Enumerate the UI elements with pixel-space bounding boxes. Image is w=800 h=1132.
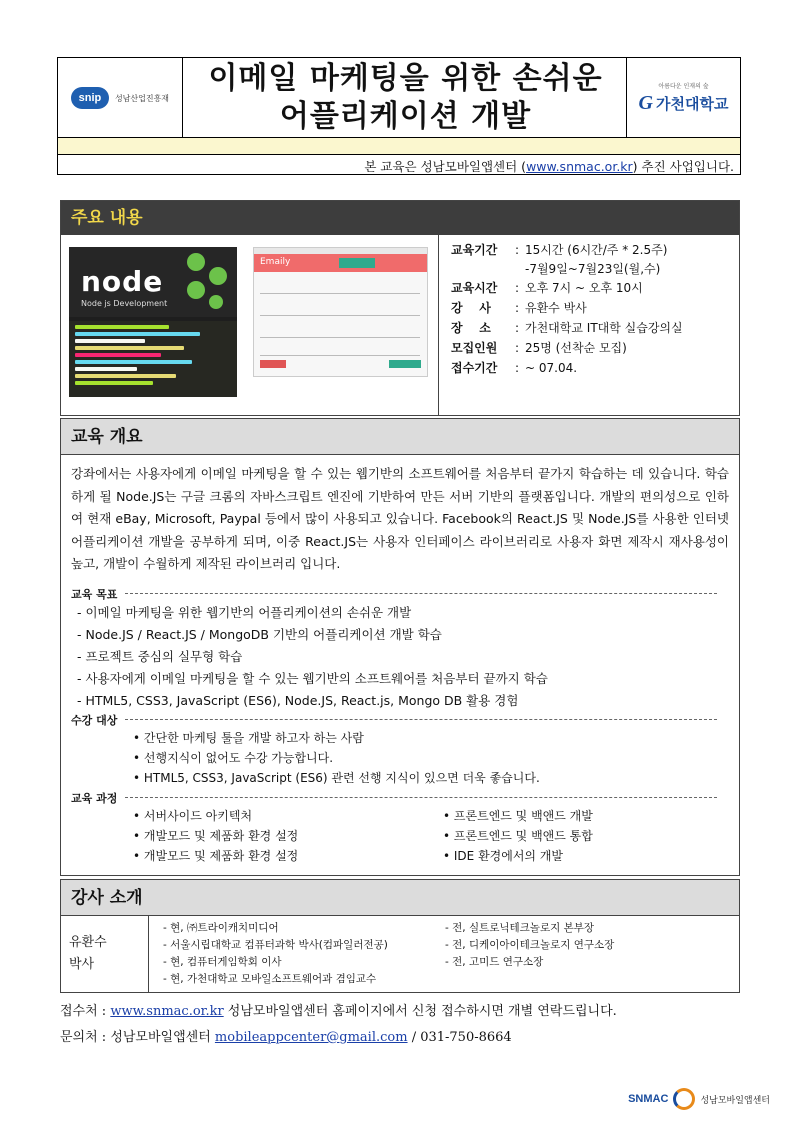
emaily-app-screenshot bbox=[253, 247, 428, 377]
target-item: • 간단한 마케팅 툴을 개발 하고자 하는 사람 bbox=[133, 730, 364, 745]
course-item: • 개발모드 및 제품화 환경 설정 bbox=[133, 848, 299, 863]
gachon-tagline: 아름다운 인재의 숲 bbox=[658, 83, 709, 90]
info-instructor: 강 사 : 유환수 박사 bbox=[451, 301, 587, 315]
snip-logo bbox=[58, 58, 183, 138]
main-images bbox=[61, 235, 439, 415]
career-item: - 현, 컴퓨터게임학회 이사 bbox=[163, 956, 282, 968]
course-item: • 서버사이드 아키텍처 bbox=[133, 808, 253, 823]
career-item: - 서울시립대학교 컴퓨터과학 박사(컴파일러전공) bbox=[163, 939, 388, 951]
hex-icon bbox=[187, 253, 205, 271]
goal-item: - 이메일 마케팅을 위한 웹기반의 어플리케이션의 손쉬운 개발 bbox=[77, 604, 412, 620]
info-registration: 접수기간 : ~ 07.04. bbox=[451, 361, 578, 375]
course-list bbox=[71, 806, 729, 866]
snip-logo-mark: snip bbox=[71, 87, 109, 109]
instructor-section bbox=[60, 879, 740, 993]
node-logo-sub: Node js Development bbox=[81, 299, 168, 308]
header-top bbox=[58, 58, 740, 138]
course-item: • 프론트엔드 및 백앤드 통합 bbox=[443, 828, 593, 843]
title-line-1: 이메일 마케팅을 위한 손쉬운 bbox=[208, 61, 603, 96]
course-item: • 개발모드 및 제품화 환경 설정 bbox=[133, 828, 299, 843]
title-line-2: 어플리케이션 개발 bbox=[279, 99, 532, 134]
header-note bbox=[364, 157, 734, 175]
instructor-name: 유환수 박사 bbox=[61, 916, 149, 992]
info-location: 장 소 : 가천대학교 IT대학 실습강의실 bbox=[451, 321, 683, 335]
overview-section bbox=[60, 418, 740, 876]
header-box bbox=[57, 57, 741, 175]
instructor-section-title: 강사 소개 bbox=[61, 880, 739, 916]
app-brand: Emaily bbox=[260, 257, 291, 267]
info-period-dates: -7월9일~7월23일(월,수) bbox=[525, 262, 661, 276]
snmac-ring-icon bbox=[673, 1088, 695, 1110]
snmac-logo-name: 성남모바일앱센터 bbox=[700, 1095, 770, 1106]
apply-info: 접수처 : www.snmac.or.kr 성남모바일앱센터 홈페이지에서 신청 접수하시면 개별 연락드립니다. bbox=[60, 1004, 617, 1019]
career-item: - 전, 디케이아이테크놀로지 연구소장 bbox=[445, 939, 615, 951]
goal-item: - HTML5, CSS3, JavaScript (ES6), Node.JS, React.js, Mongo DB 활용 경험 bbox=[77, 692, 519, 708]
target-item: • HTML5, CSS3, JavaScript (ES6) 관련 선행 지식이 있으면 더욱 좋습니다. bbox=[133, 770, 540, 785]
info-period: 교육기간 : 15시간 (6시간/주 * 2.5주) bbox=[451, 243, 668, 257]
overview-paragraph: 강좌에서는 사용자에게 이메일 마케팅을 할 수 있는 웹기반의 소프트웨어를 처음부터 끝가지 학습하는 데 있습니다. 학습하게 될 Node.JS는 구글 크롬의 자바스크립트 엔진에 기반하여 만든 서버 기반의 플랫폼입니다. 개발의 편의성으로 인하여 현재 eBay, Microsoft, Paypal 등에서 많이 사용되고 있습니다. Facebook의 React.JS 및 Node.JS를 사용한 인터넷 어플리케이션 개발을 공부하게 되며, 이중 React.JS는 사용자 인터페이스 라이브러리로 사용자 화면 제작시 재사용성이 높고, 개발이 수월하게 제작된 라이브러리 입니다. bbox=[71, 466, 729, 571]
nodejs-image bbox=[69, 247, 237, 397]
info-capacity: 모집인원 : 25명 (선착순 모집) bbox=[451, 341, 627, 355]
career-item: - 현, 가천대학교 모바일소프트웨어과 겸임교수 bbox=[163, 973, 377, 985]
node-logo-word: node bbox=[81, 265, 164, 298]
contact-email-link[interactable]: mobileappcenter@gmail.com bbox=[214, 1030, 408, 1045]
main-section bbox=[60, 200, 740, 416]
header-note-suffix: ) 추진 사업입니다. bbox=[632, 159, 734, 174]
page-title bbox=[183, 58, 628, 138]
course-heading: 교육 과정 bbox=[71, 790, 729, 806]
info-time: 교육시간 : 오후 7시 ~ 오후 10시 bbox=[451, 281, 643, 295]
goal-heading: 교육 목표 bbox=[71, 586, 729, 602]
target-heading: 수강 대상 bbox=[71, 712, 729, 728]
hex-icon bbox=[209, 295, 223, 309]
gachon-logo bbox=[626, 58, 740, 138]
snmac-logo bbox=[628, 1088, 770, 1110]
course-item: • IDE 환경에서의 개발 bbox=[443, 848, 564, 863]
header-yellow-band bbox=[58, 138, 740, 155]
course-item: • 프론트엔드 및 백앤드 개발 bbox=[443, 808, 593, 823]
gachon-logo-mark: G bbox=[638, 92, 653, 114]
hex-icon bbox=[187, 281, 205, 299]
goal-item: - Node.JS / React.JS / MongoDB 기반의 어플리케이션 개발 학습 bbox=[77, 626, 442, 642]
snmac-link[interactable]: www.snmac.or.kr bbox=[526, 159, 633, 174]
snmac-logo-mark: SNMAC bbox=[628, 1093, 669, 1105]
career-item: - 전, 고미드 연구소장 bbox=[445, 956, 544, 968]
career-item: - 전, 실트로닉테크놀로지 본부장 bbox=[445, 922, 594, 934]
career-item: - 현, ㈜트라이캐치미디어 bbox=[163, 922, 279, 934]
header-note-prefix: 본 교육은 성남모바일앱센터 ( bbox=[364, 159, 527, 174]
overview-section-title: 교육 개요 bbox=[61, 419, 739, 455]
gachon-logo-name: 가천대학교 bbox=[656, 95, 729, 113]
apply-link[interactable]: www.snmac.or.kr bbox=[110, 1004, 224, 1019]
goal-item: - 사용자에게 이메일 마케팅을 할 수 있는 웹기반의 소프트웨어를 처음부터 끝까지 학습 bbox=[77, 670, 548, 686]
course-info bbox=[439, 235, 739, 415]
hex-icon bbox=[209, 267, 227, 285]
snip-logo-text: 성남산업진흥재 bbox=[114, 93, 170, 103]
target-item: • 선행지식이 없어도 수강 가능합니다. bbox=[133, 750, 334, 765]
contact-info: 문의처 : 성남모바일앱센터 mobileappcenter@gmail.com / 031-750-8664 bbox=[60, 1030, 512, 1045]
main-section-title: 주요 내용 bbox=[61, 201, 739, 235]
code-editor-snippet bbox=[69, 321, 237, 397]
goal-item: - 프로젝트 중심의 실무형 학습 bbox=[77, 648, 243, 664]
instructor-career bbox=[149, 916, 727, 992]
